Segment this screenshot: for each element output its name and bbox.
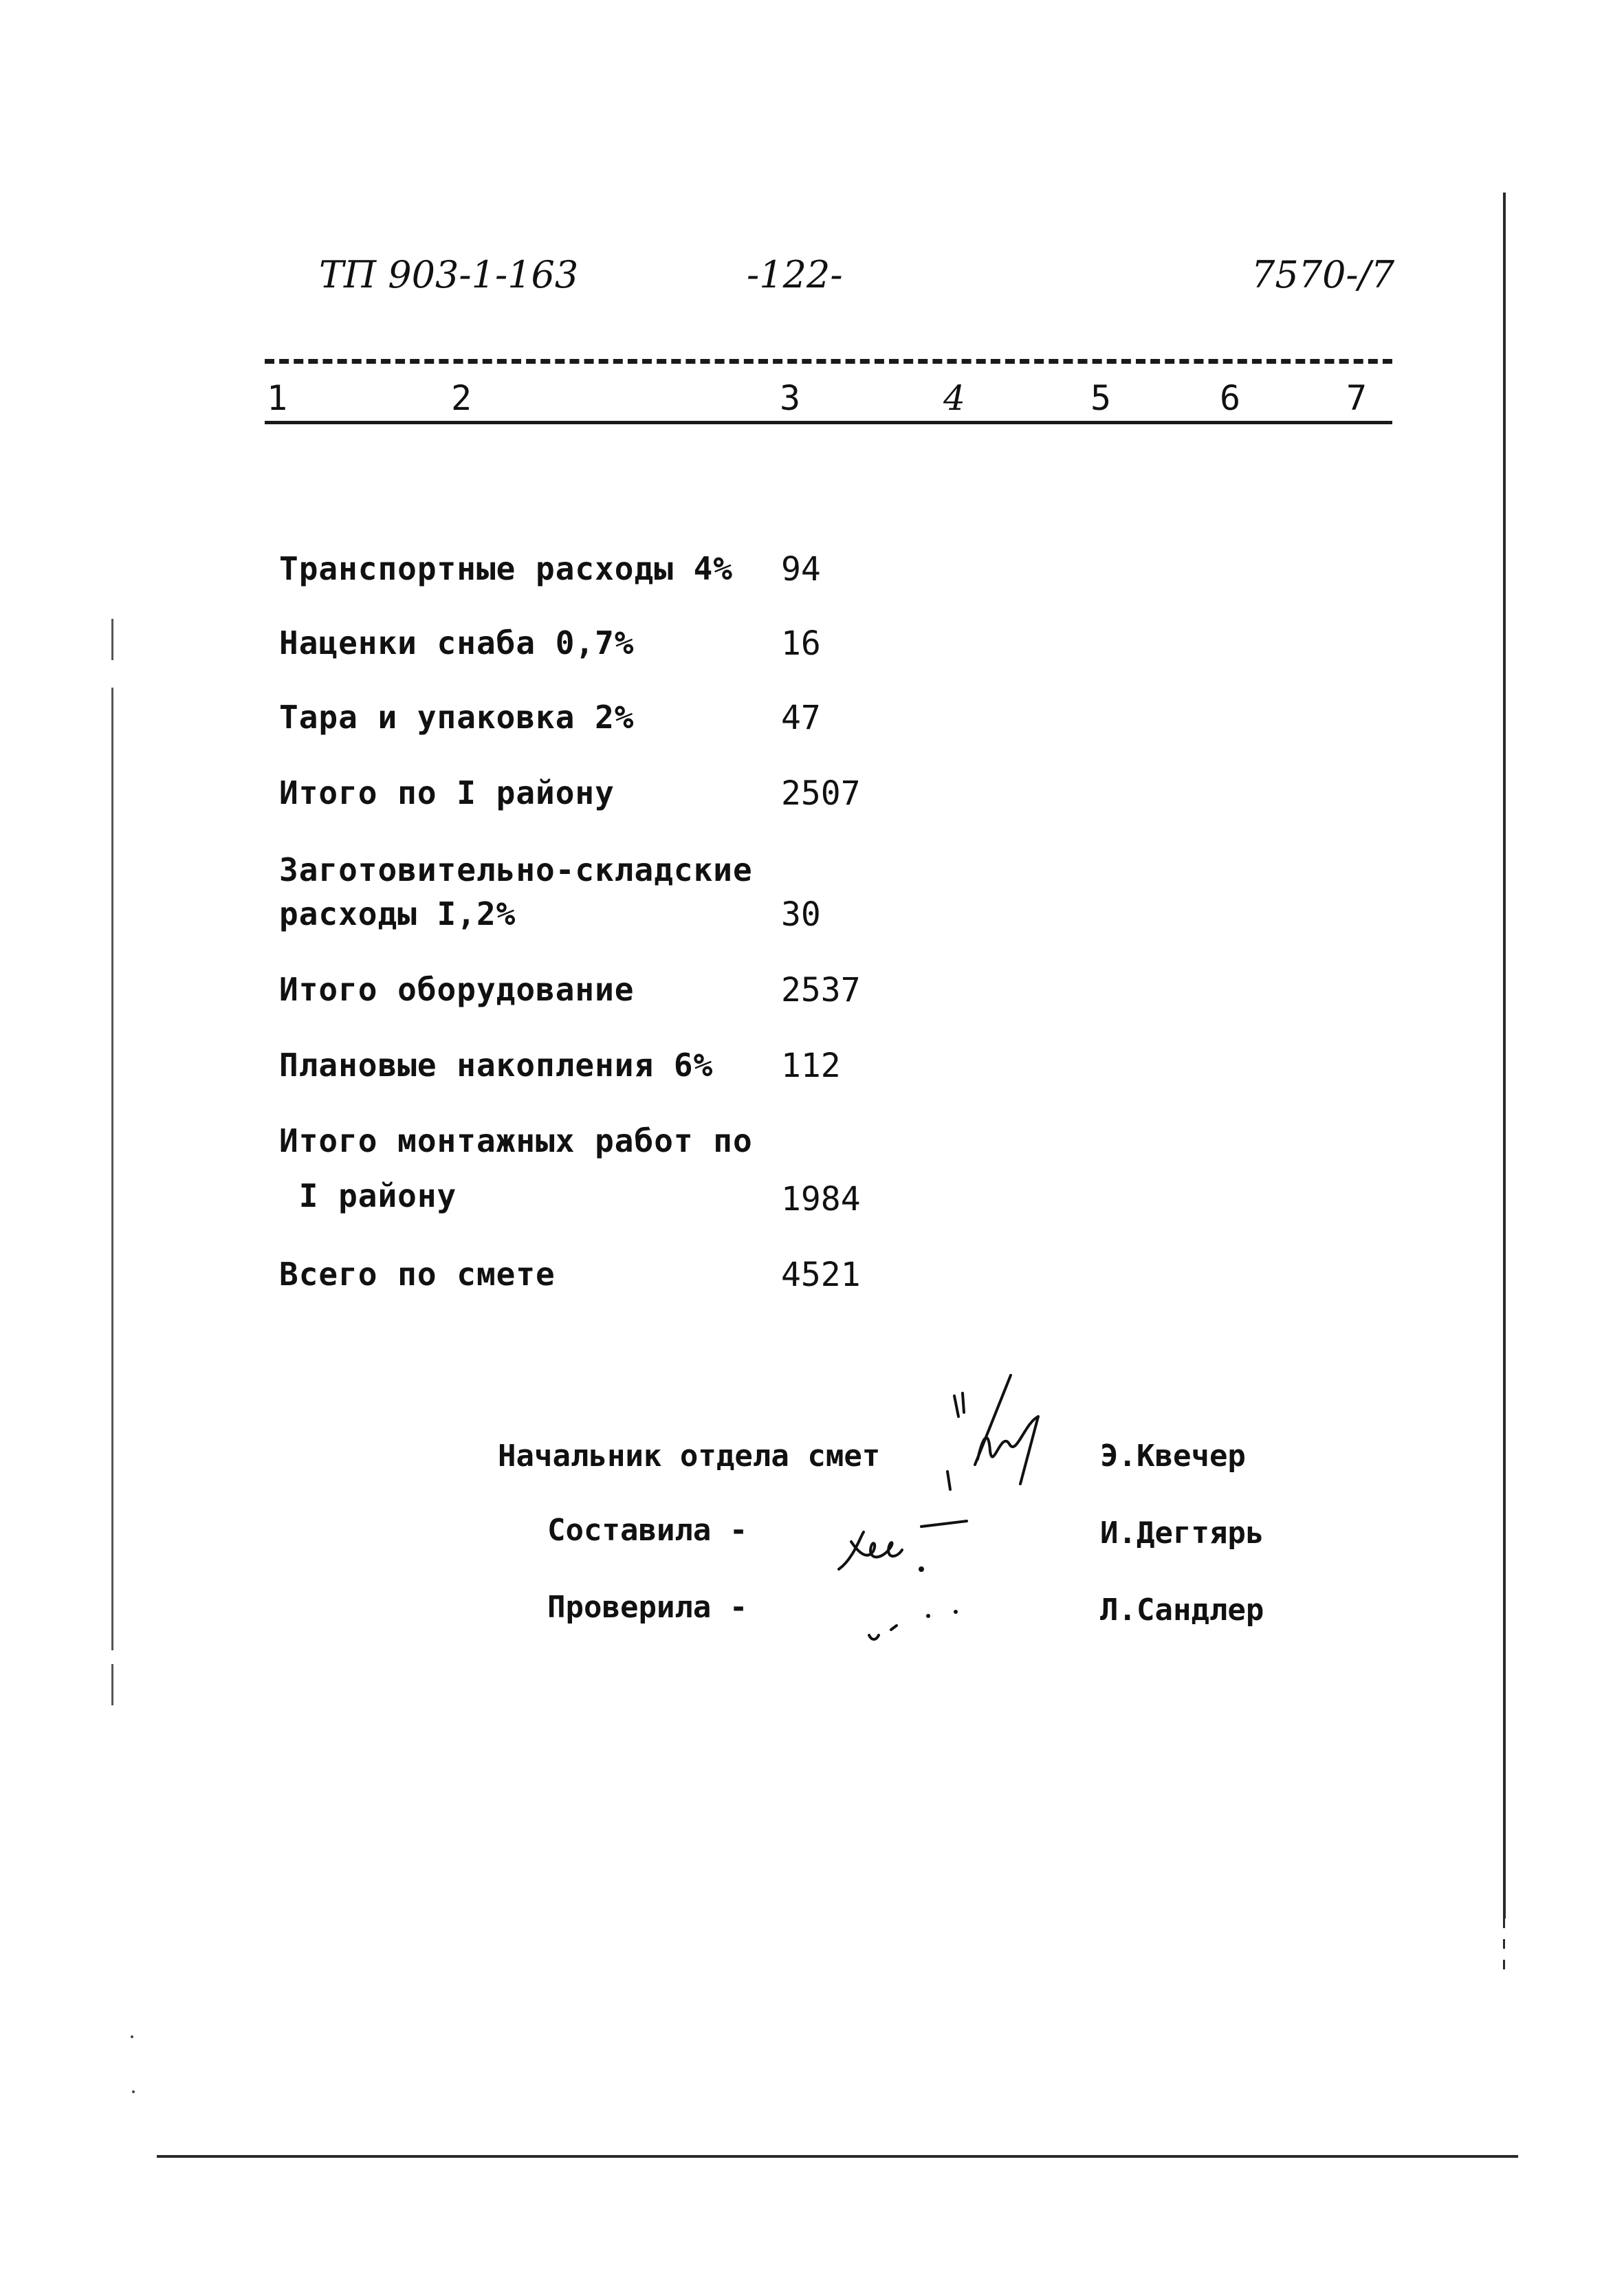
row-label: Итого оборудование bbox=[279, 971, 635, 1008]
column-header-rule bbox=[265, 421, 1392, 424]
row-label: Наценки снаба 0,7% bbox=[279, 624, 635, 662]
handwritten-signature bbox=[859, 1595, 969, 1650]
right-margin-dotted-line bbox=[1503, 1815, 1505, 1980]
signature-role: Начальник отдела смет bbox=[498, 1439, 881, 1474]
signature-name: Э.Квечер bbox=[1100, 1439, 1246, 1474]
column-number-5: 5 bbox=[1090, 378, 1112, 418]
row-value: 4521 bbox=[781, 1256, 861, 1294]
row-label-line1: Заготовительно-складские bbox=[279, 851, 753, 888]
row-label-line2: расходы I,2% bbox=[279, 895, 516, 932]
signature-name: Л.Сандлер bbox=[1100, 1593, 1264, 1628]
right-margin-line bbox=[1503, 193, 1506, 1918]
column-number-6: 6 bbox=[1220, 378, 1241, 418]
row-value: 47 bbox=[781, 699, 821, 737]
row-label: Плановые накопления 6% bbox=[279, 1047, 714, 1084]
handwritten-signature bbox=[832, 1511, 976, 1594]
row-label-line2: I району bbox=[279, 1177, 457, 1214]
row-label: Всего по смете bbox=[279, 1256, 556, 1293]
handwritten-signature bbox=[935, 1368, 1059, 1506]
column-number-4: 4 bbox=[943, 378, 965, 418]
row-value: 30 bbox=[781, 895, 821, 934]
row-label: Тара и упаковка 2% bbox=[279, 699, 635, 736]
row-value: 16 bbox=[781, 624, 821, 663]
column-number-2: 2 bbox=[451, 378, 472, 418]
doc-code: ТП 903-1-163 bbox=[319, 253, 579, 296]
row-value: 2537 bbox=[781, 971, 861, 1009]
scan-speck bbox=[132, 2090, 135, 2093]
page-number: -122- bbox=[747, 253, 843, 296]
scan-speck bbox=[131, 2035, 133, 2038]
column-number-3: 3 bbox=[780, 378, 801, 418]
signature-role: Проверила - bbox=[547, 1590, 748, 1625]
left-margin-mark bbox=[111, 619, 113, 660]
row-label: Транспортные расходы 4% bbox=[279, 550, 733, 587]
bottom-border-line bbox=[157, 2155, 1518, 2158]
row-value: 2507 bbox=[781, 774, 861, 813]
signature-role: Составила - bbox=[547, 1513, 748, 1548]
left-margin-mark bbox=[111, 1664, 113, 1705]
row-label: Итого по I району bbox=[279, 774, 615, 811]
row-value: 112 bbox=[781, 1047, 841, 1085]
signature-name: И.Дегтярь bbox=[1100, 1516, 1264, 1551]
column-number-7: 7 bbox=[1346, 378, 1368, 418]
row-label-line1: Итого монтажных работ по bbox=[279, 1122, 753, 1159]
left-margin-line bbox=[111, 688, 113, 1650]
row-value: 94 bbox=[781, 550, 821, 589]
dashed-separator bbox=[265, 359, 1392, 364]
row-value: 1984 bbox=[781, 1180, 861, 1218]
column-number-1: 1 bbox=[267, 378, 288, 418]
sheet-code: 7570-/7 bbox=[1251, 253, 1395, 296]
